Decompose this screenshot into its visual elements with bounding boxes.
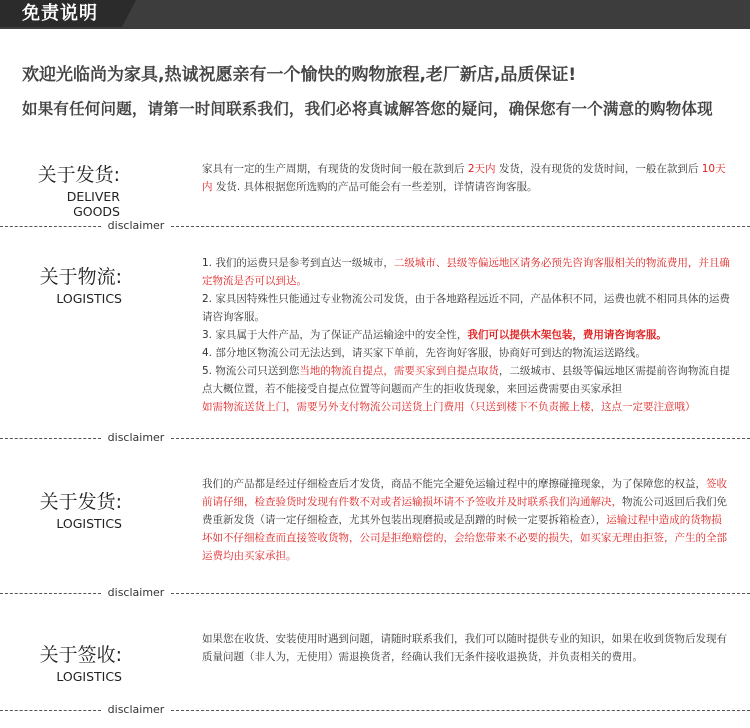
section-title-receipt [20, 640, 122, 684]
section-title-deliver [20, 160, 120, 219]
text: 物流公司返回后我们免费重新发货（请一定仔细检查，尤其外包装出现磨损或是刮蹭的时候一定要拆箱检查）， [202, 496, 727, 526]
text: 如需物流送货上门，需要另外支付物流公司送货上门费用（只送到楼下不负责搬上楼，这点一定要注意哦） [202, 401, 696, 413]
text: 我们的产品都是经过仔细检查后才发货，商品不能完全避免运输过程中的摩擦碰撞现象，为了保障您的权益， [202, 478, 706, 490]
divider-label: disclaimer [107, 703, 165, 716]
text: ，二级城市、县级等偏远地区需提前咨询物流自提点大概位置，若不能接受自提点位置等问题而产生的拒收货现象，来回运费需要由买家承担 [202, 365, 730, 395]
highlight-2days: 2天内 [467, 163, 496, 175]
logistics-item-4: 4. 部分地区物流公司无法达到，请买家下单前，先咨询好客服，协商好可到达的物流运送路线。 [202, 347, 646, 359]
text: 运输过程中造成的货物损坏如不仔细检查而直接签收货物，公司是拒绝赔偿的，会给您带来不必要的损失，如买家无理由拒签，产生的全部运费均由买家承担。 [202, 514, 727, 562]
welcome-line: 欢迎光临尚为家具,热诚祝愿亲有一个愉快的购物旅程,老厂新店,品质保证! [22, 65, 577, 85]
section-title-shipping-check [20, 487, 122, 531]
text: 发货. 具体根据您所选购的产品可能会有一些差别，详情请咨询客服。 [212, 181, 538, 193]
section-title-en: LOGISTICS [56, 291, 122, 306]
logistics-item-3 [202, 326, 732, 344]
divider [0, 431, 750, 445]
divider [0, 219, 750, 233]
section-title-en: LOGISTICS [56, 669, 122, 684]
text: 1. 我们的运费只是参考到直达一级城市， [202, 257, 394, 269]
text: 3. 家具属于大件产品，为了保证产品运输途中的安全性， [202, 329, 468, 341]
section-title-en: LOGISTICS [56, 516, 122, 531]
logistics-item-1 [202, 254, 732, 290]
text: 发货，没有现货的发货时间，一般在款到后 [495, 163, 702, 175]
text: 我们可以提供木架包装，费用请咨询客服。 [467, 329, 667, 341]
text: 二级城市、县级等偏远地区请务必预先咨询客服相关的物流费用，并且确定物流是否可以到达。 [202, 257, 730, 287]
divider [0, 586, 750, 600]
section-body-receipt: 如果您在收货、安装使用时遇到问题，请随时联系我们，我们可以随时提供专业的知识，如果在收到货物后发现有质量问题（非人为，无使用）需退换货者，经确认我们无条件接收退换货，并负责相关的费用。 [202, 633, 727, 663]
logistics-item-5 [202, 362, 732, 416]
section-title-cn: 关于发货: [37, 164, 120, 186]
divider-label: disclaimer [107, 586, 165, 599]
page-title: 免责说明 [0, 0, 122, 27]
text: 当地的物流自提点，需要买家到自提点取货 [299, 365, 499, 377]
text: 5. 物流公司只送到您 [202, 365, 300, 377]
contact-line: 如果有任何问题，请第一时间联系我们，我们必将真诚解答您的疑问，确保您有一个满意的购物体现 [22, 100, 713, 118]
highlight-10days: 10天内 [202, 163, 726, 193]
divider [0, 703, 750, 717]
divider-label: disclaimer [107, 431, 165, 444]
text: 家具有一定的生产周期，有现货的发货时间一般在款到后 [202, 163, 468, 175]
section-body-logistics [202, 254, 732, 416]
section-title-cn: 关于物流: [39, 266, 122, 288]
section-title-cn: 关于签收: [39, 644, 122, 666]
header-underline [0, 27, 750, 29]
divider-label: disclaimer [107, 219, 165, 232]
section-title-en: DELIVER GOODS [66, 189, 120, 219]
section-title-logistics [20, 262, 122, 306]
section-body-shipping-check [202, 475, 732, 565]
section-title-cn: 关于发货: [39, 491, 122, 513]
logistics-item-2: 2. 家具因特殊性只能通过专业物流公司发货，由于各地路程远近不同，产品体积不同，运费也就不相同具体的运费请咨询客服。 [202, 293, 730, 323]
text: 签收前请仔细，检查验货时发现有件数不对或者运输损坏请不予签收并及时联系我们沟通解决， [202, 478, 727, 508]
section-body-deliver [202, 160, 732, 196]
